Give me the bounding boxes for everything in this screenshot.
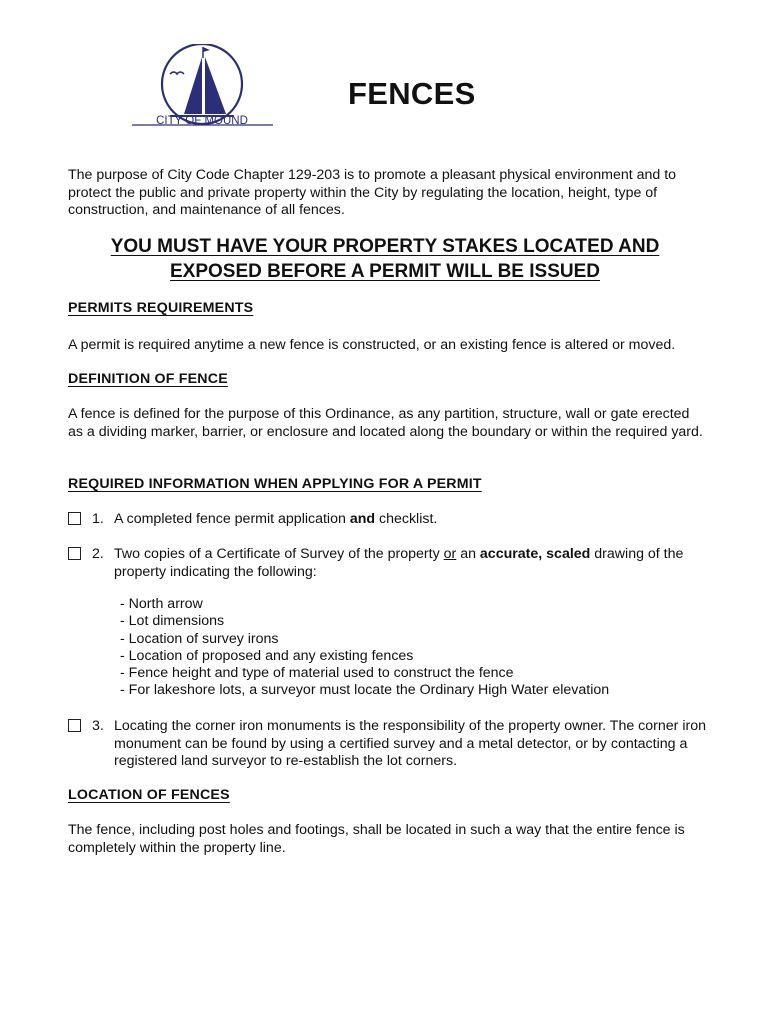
- definition-heading: DEFINITION OF FENCE: [68, 371, 228, 387]
- checkbox-2[interactable]: [68, 547, 81, 560]
- list-item: - North arrow: [120, 596, 203, 612]
- sailboat-logo-icon: [130, 44, 275, 134]
- permits-text: A permit is required anytime a new fence is constructed, or an existing fence is altered or moved.: [68, 337, 676, 353]
- item-number: 2.: [92, 546, 104, 562]
- item-text: A completed fence permit application and checklist.: [114, 511, 438, 527]
- item-number: 1.: [92, 511, 104, 527]
- location-heading: LOCATION OF FENCES: [68, 787, 230, 803]
- item-text: Two copies of a Certificate of Survey of the property or an accurate, scaled drawing of the property indicating the following:: [114, 546, 684, 580]
- city-logo: [130, 44, 275, 134]
- list-item: - Location of survey irons: [120, 630, 279, 647]
- page-title: FENCES: [348, 76, 476, 111]
- list-item: - For lakeshore lots, a surveyor must locate the Ordinary High Water elevation: [120, 682, 610, 699]
- banner-line-1: YOU MUST HAVE YOUR PROPERTY STAKES LOCATED AND: [110, 236, 660, 257]
- intro-paragraph: The purpose of City Code Chapter 129-203 is to promote a pleasant physical environment and to protect the public and private property within the City by regulating the location, height, type of construction, and maintenance of all fences.: [68, 167, 677, 218]
- location-text: The fence, including post holes and footings, shall be located in such a way that the entire fence is completely within the property line.: [68, 822, 685, 856]
- banner-line-2: EXPOSED BEFORE A PERMIT WILL BE ISSUED: [169, 261, 600, 282]
- stakes-banner: [60, 234, 710, 284]
- checkbox-3[interactable]: [68, 719, 81, 732]
- permits-heading: PERMITS REQUIREMENTS: [68, 300, 254, 316]
- item-text: Locating the corner iron monuments is the responsibility of the property owner. The corner iron monument can be found by using a certified survey and a metal detector, or by contacting a registered land surveyor to re-establish the lot corners.: [114, 718, 706, 769]
- survey-requirements-list: [120, 596, 609, 700]
- list-item: - Fence height and type of material used to construct the fence: [120, 665, 514, 682]
- definition-text: A fence is defined for the purpose of this Ordinance, as any partition, structure, wall or gate erected as a dividing marker, barrier, or enclosure and located along the boundary or within the required yard.: [68, 406, 703, 440]
- logo-text: CITY OF MOUND: [156, 115, 248, 127]
- checkbox-1[interactable]: [68, 512, 81, 525]
- required-heading: REQUIRED INFORMATION WHEN APPLYING FOR A PERMIT: [68, 476, 482, 492]
- list-item: - Lot dimensions: [120, 613, 225, 630]
- list-item: - Location of proposed and any existing fences: [120, 647, 414, 664]
- item-number: 3.: [92, 718, 104, 734]
